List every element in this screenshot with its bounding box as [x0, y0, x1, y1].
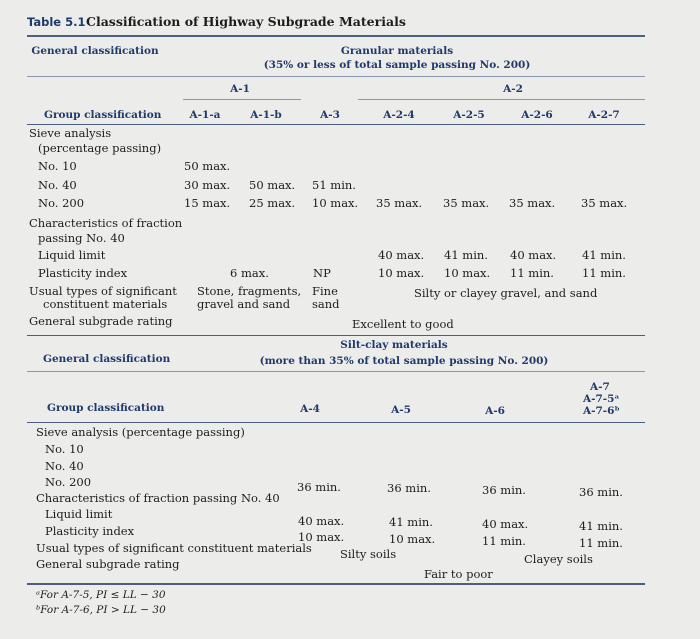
a4-liquid-limit: 40 max. [298, 514, 345, 528]
no10-label: No. 10 [38, 159, 77, 173]
a7-no200: 36 min. [579, 485, 623, 499]
a7-plasticity-index: 11 min. [579, 536, 623, 550]
a1a-no40: 30 max. [184, 178, 231, 192]
group-a2-header: A-2 [503, 83, 523, 95]
a1b-no40: 50 max. [249, 178, 296, 192]
header-rule [27, 76, 645, 77]
footnote-a: ᵃFor A-7-5, PI ≤ LL − 30 [36, 589, 166, 601]
group-a7: A-7 [590, 381, 610, 393]
characteristics-label: Characteristics of fraction [29, 216, 183, 230]
a1-types-line1: Stone, fragments, [197, 284, 302, 298]
a26-plasticity-index: 11 min. [510, 266, 554, 280]
percentage-passing-label: (percentage passing) [38, 141, 162, 155]
siltclay-group-rule [27, 422, 645, 423]
a5-plasticity-index: 10 max. [389, 532, 436, 546]
siltclay-rating: Fair to poor [424, 567, 493, 581]
a6-liquid-limit: 40 max. [482, 517, 529, 531]
a24-liquid-limit: 40 max. [378, 248, 425, 262]
passing-no40-label: passing No. 40 [38, 231, 125, 245]
siltclay-liquid-limit-label: Liquid limit [45, 507, 113, 521]
a3-no40: 51 min. [312, 178, 356, 192]
a7-liquid-limit: 41 min. [579, 519, 623, 533]
a1a-no10: 50 max. [184, 159, 231, 173]
no40-label: No. 40 [38, 178, 77, 192]
siltclay-sieve-analysis-label: Sieve analysis (percentage passing) [36, 425, 245, 439]
a25-liquid-limit: 41 min. [444, 248, 488, 262]
general-classification-header: General classification [31, 45, 159, 57]
group-a75: A-7-5ᵃ [583, 393, 620, 405]
group-a27: A-2-7 [588, 109, 620, 121]
a25-no200: 35 max. [443, 196, 490, 210]
group-a1a: A-1-a [189, 109, 221, 121]
usual-types-label: Usual types of significant [29, 284, 177, 298]
table-title: Classification of Highway Subgrade Materials [86, 14, 406, 29]
a6-plasticity-index: 11 min. [482, 534, 526, 548]
a1-plasticity-index: 6 max. [230, 266, 269, 280]
a26-no200: 35 max. [509, 196, 556, 210]
a3-types-line1: Fine [312, 284, 338, 298]
group-a26: A-2-6 [521, 109, 553, 121]
group-a76: A-7-6ᵇ [583, 405, 620, 417]
granular-materials-title: Granular materials [340, 45, 454, 57]
a2-types: Silty or clayey gravel, and sand [414, 286, 598, 300]
a24-plasticity-index: 10 max. [378, 266, 425, 280]
siltclay-no200-label: No. 200 [45, 475, 92, 489]
liquid-limit-label: Liquid limit [38, 248, 106, 262]
group-header-rule [27, 124, 645, 125]
a1-span-rule [183, 99, 301, 100]
a27-liquid-limit: 41 min. [582, 248, 626, 262]
clayey-soils: Clayey soils [524, 552, 593, 566]
siltclay-subgrade-rating-label: General subgrade rating [36, 557, 180, 571]
footnote-b: ᵇFor A-7-6, PI > LL − 30 [36, 604, 166, 616]
siltclay-no10-label: No. 10 [45, 442, 84, 456]
no200-label: No. 200 [38, 196, 85, 210]
sieve-analysis-label: Sieve analysis [29, 126, 112, 140]
group-a25: A-2-5 [453, 109, 485, 121]
table-label: Table 5.1 [27, 15, 86, 29]
subgrade-rating-label: General subgrade rating [29, 314, 173, 328]
group-a3: A-3 [320, 109, 340, 121]
group-a6: A-6 [485, 405, 505, 417]
a4-no200: 36 min. [297, 480, 341, 494]
a27-no200: 35 max. [581, 196, 628, 210]
top-rule [27, 35, 645, 37]
constituent-materials-label: constituent materials [43, 297, 168, 311]
bottom-rule [27, 583, 645, 585]
siltclay-title: Silt-clay materials [340, 339, 448, 351]
a2-span-rule [358, 99, 645, 100]
siltclay-characteristics-label: Characteristics of fraction passing No. 40 [36, 491, 280, 505]
group-classification-label: Group classification [44, 109, 162, 121]
granular-rating: Excellent to good [352, 317, 454, 331]
group-a4: A-4 [300, 403, 320, 415]
plasticity-index-label: Plasticity index [38, 266, 128, 280]
a3-no200: 10 max. [312, 196, 359, 210]
a1b-no200: 25 max. [249, 196, 296, 210]
siltclay-group-classification: Group classification [47, 402, 165, 414]
group-a24: A-2-4 [383, 109, 415, 121]
a6-no200: 36 min. [482, 483, 526, 497]
a5-liquid-limit: 41 min. [389, 515, 433, 529]
a1-types-line2: gravel and sand [197, 297, 291, 311]
siltclay-no40-label: No. 40 [45, 459, 84, 473]
granular-materials-subtitle: (35% or less of total sample passing No. 200) [263, 59, 531, 71]
a24-no200: 35 max. [376, 196, 423, 210]
a1a-no200: 15 max. [184, 196, 231, 210]
siltclay-usual-types-label: Usual types of significant constituent materials [36, 541, 312, 555]
a27-plasticity-index: 11 min. [582, 266, 626, 280]
siltclay-plasticity-index-label: Plasticity index [45, 524, 135, 538]
section-rule [27, 335, 645, 336]
group-a5: A-5 [391, 404, 411, 416]
a3-types-line2: sand [312, 297, 340, 311]
group-a1b: A-1-b [250, 109, 282, 121]
silty-soils: Silty soils [340, 547, 397, 561]
siltclay-general-classification: General classification [43, 353, 171, 365]
group-a1-header: A-1 [230, 83, 250, 95]
a25-plasticity-index: 10 max. [444, 266, 491, 280]
a3-plasticity-index: NP [313, 266, 331, 280]
siltclay-header-rule [27, 371, 645, 372]
a26-liquid-limit: 40 max. [510, 248, 557, 262]
siltclay-subtitle: (more than 35% of total sample passing No. 200) [259, 355, 549, 367]
a5-no200: 36 min. [387, 481, 431, 495]
a4-plasticity-index: 10 max. [298, 530, 345, 544]
